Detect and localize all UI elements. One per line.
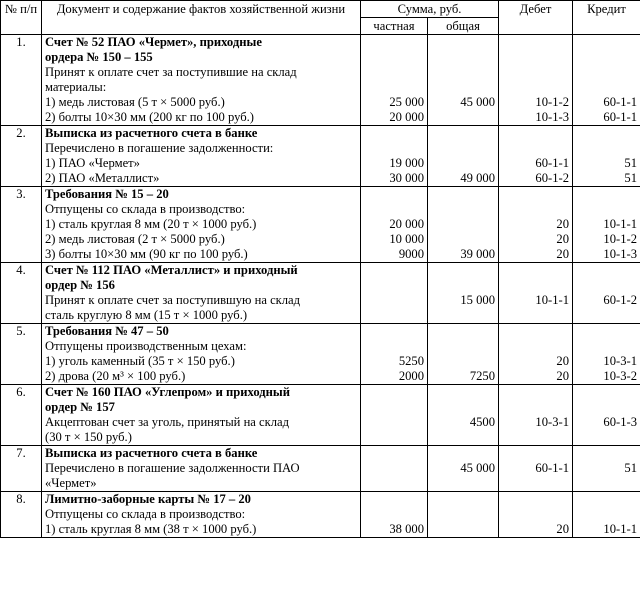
row-title: Счет № 52 ПАО «Чермет», приходные: [45, 35, 262, 49]
row-amount-part: [361, 324, 428, 385]
row-number-text: 2.: [16, 126, 26, 140]
blank-line: [431, 50, 495, 65]
amount-total: 15 000: [460, 293, 495, 307]
debit-account: 20: [556, 232, 569, 246]
row-credit: [573, 324, 640, 385]
blank-line: [364, 141, 424, 156]
blank-line: [502, 80, 569, 95]
blank-line: [364, 202, 424, 217]
blank-line: [576, 324, 637, 339]
row-document: [42, 324, 361, 385]
row-document: [42, 263, 361, 324]
blank-line: [502, 492, 569, 507]
row-text-line: 2) медь листовая (2 т × 5000 руб.): [45, 232, 225, 246]
blank-line: [431, 156, 495, 171]
blank-line: [431, 110, 495, 125]
row-text-line: 1) медь листовая (5 т × 5000 руб.): [45, 95, 225, 109]
blank-line: [576, 65, 637, 80]
amount-part: 20 000: [389, 110, 424, 124]
credit-account: 10-1-3: [603, 247, 637, 261]
blank-line: [364, 80, 424, 95]
row-debit: [499, 126, 573, 187]
blank-line: [431, 217, 495, 232]
blank-line: [431, 308, 495, 323]
row-debit: [499, 492, 573, 538]
table-row: [1, 446, 640, 492]
row-title: ордер № 156: [45, 278, 115, 292]
blank-line: [364, 126, 424, 141]
blank-line: [364, 293, 424, 308]
amount-total: 45 000: [460, 95, 495, 109]
row-number: [1, 126, 42, 187]
debit-account: 60-1-2: [535, 171, 569, 185]
blank-line: [364, 400, 424, 415]
row-number-text: 4.: [16, 263, 26, 277]
amount-total: 7250: [469, 369, 495, 383]
row-text-line: Отпущены со склада в производство:: [45, 507, 246, 521]
row-debit: [499, 187, 573, 263]
row-amount-total: [428, 35, 499, 126]
blank-line: [576, 492, 637, 507]
row-number: [1, 492, 42, 538]
blank-line: [576, 263, 637, 278]
credit-account: 60-1-1: [603, 95, 637, 109]
blank-line: [431, 35, 495, 50]
col-header-debit: Дебет: [499, 1, 573, 35]
row-document: [42, 385, 361, 446]
row-debit: [499, 35, 573, 126]
blank-line: [364, 35, 424, 50]
amount-part: 25 000: [389, 95, 424, 109]
row-text-line: Перечислено в погашение задолженности:: [45, 141, 274, 155]
blank-line: [576, 446, 637, 461]
row-debit: [499, 324, 573, 385]
amount-total: 4500: [469, 415, 495, 429]
row-text-line: Принят к оплате счет за поступившие на склад: [45, 65, 297, 79]
blank-line: [576, 339, 637, 354]
blank-line: [364, 446, 424, 461]
blank-line: [431, 232, 495, 247]
blank-line: [576, 400, 637, 415]
blank-line: [431, 430, 495, 445]
blank-line: [502, 507, 569, 522]
credit-account: 10-1-1: [603, 522, 637, 536]
row-amount-part: [361, 492, 428, 538]
blank-line: [576, 476, 637, 491]
blank-line: [502, 126, 569, 141]
debit-account: 10-1-1: [535, 293, 569, 307]
blank-line: [502, 400, 569, 415]
row-text-line: 3) болты 10×30 мм (90 кг по 100 руб.): [45, 247, 248, 261]
row-document: [42, 492, 361, 538]
blank-line: [502, 385, 569, 400]
blank-line: [502, 65, 569, 80]
amount-part: 19 000: [389, 156, 424, 170]
row-credit: [573, 126, 640, 187]
blank-line: [576, 35, 637, 50]
table-row: [1, 324, 640, 385]
amount-part: 9000: [398, 247, 424, 261]
blank-line: [364, 278, 424, 293]
row-text-line: материалы:: [45, 80, 107, 94]
blank-line: [431, 492, 495, 507]
row-title: Выписка из расчетного счета в банке: [45, 446, 258, 460]
row-amount-total: [428, 446, 499, 492]
row-amount-total: [428, 263, 499, 324]
blank-line: [431, 339, 495, 354]
debit-account: 60-1-1: [535, 156, 569, 170]
blank-line: [364, 492, 424, 507]
row-text-line: 1) сталь круглая 8 мм (20 т × 1000 руб.): [45, 217, 257, 231]
debit-account: 20: [556, 369, 569, 383]
amount-part: 38 000: [389, 522, 424, 536]
amount-total: 39 000: [460, 247, 495, 261]
row-number: [1, 35, 42, 126]
debit-account: 20: [556, 522, 569, 536]
row-amount-total: [428, 187, 499, 263]
blank-line: [431, 476, 495, 491]
row-number-text: 5.: [16, 324, 26, 338]
blank-line: [502, 339, 569, 354]
blank-line: [502, 446, 569, 461]
row-amount-part: [361, 35, 428, 126]
blank-line: [364, 50, 424, 65]
blank-line: [502, 476, 569, 491]
row-amount-part: [361, 187, 428, 263]
row-debit: [499, 263, 573, 324]
blank-line: [576, 202, 637, 217]
row-number: [1, 385, 42, 446]
blank-line: [576, 308, 637, 323]
blank-line: [576, 80, 637, 95]
blank-line: [364, 65, 424, 80]
blank-line: [502, 308, 569, 323]
row-title: ордера № 150 – 155: [45, 50, 153, 64]
row-amount-total: [428, 126, 499, 187]
row-number-text: 6.: [16, 385, 26, 399]
row-title: ордер № 157: [45, 400, 115, 414]
credit-account: 60-1-1: [603, 110, 637, 124]
amount-total: 49 000: [460, 171, 495, 185]
row-number: [1, 446, 42, 492]
row-number: [1, 263, 42, 324]
row-document: [42, 126, 361, 187]
blank-line: [576, 141, 637, 156]
row-amount-total: [428, 385, 499, 446]
blank-line: [364, 461, 424, 476]
row-text-line: 2) ПАО «Металлист»: [45, 171, 160, 185]
row-text-line: 1) уголь каменный (35 т × 150 руб.): [45, 354, 235, 368]
row-amount-part: [361, 446, 428, 492]
row-text-line: (30 т × 150 руб.): [45, 430, 132, 444]
blank-line: [576, 50, 637, 65]
blank-line: [364, 263, 424, 278]
row-document: [42, 35, 361, 126]
blank-line: [502, 187, 569, 202]
debit-account: 20: [556, 217, 569, 231]
credit-account: 10-3-2: [603, 369, 637, 383]
credit-account: 60-1-2: [603, 293, 637, 307]
col-header-total: общая: [428, 18, 499, 35]
blank-line: [431, 278, 495, 293]
credit-account: 60-1-3: [603, 415, 637, 429]
table-row: [1, 35, 640, 126]
blank-line: [364, 430, 424, 445]
amount-part: 30 000: [389, 171, 424, 185]
credit-account: 10-1-2: [603, 232, 637, 246]
row-title: Требования № 15 – 20: [45, 187, 169, 201]
row-credit: [573, 385, 640, 446]
blank-line: [431, 187, 495, 202]
row-credit: [573, 187, 640, 263]
blank-line: [502, 430, 569, 445]
credit-account: 10-3-1: [603, 354, 637, 368]
row-text-line: Отпущены со склада в производство:: [45, 202, 246, 216]
credit-account: 51: [624, 461, 637, 475]
debit-account: 20: [556, 354, 569, 368]
blank-line: [576, 278, 637, 293]
blank-line: [431, 522, 495, 537]
row-number-text: 3.: [16, 187, 26, 201]
blank-line: [576, 187, 637, 202]
debit-account: 20: [556, 247, 569, 261]
row-amount-part: [361, 263, 428, 324]
blank-line: [364, 507, 424, 522]
col-header-part: частная: [361, 18, 428, 35]
row-text-line: Акцептован счет за уголь, принятый на склад: [45, 415, 290, 429]
amount-part: 2000: [398, 369, 424, 383]
blank-line: [576, 126, 637, 141]
table-row: [1, 385, 640, 446]
blank-line: [502, 324, 569, 339]
row-number-text: 8.: [16, 492, 26, 506]
blank-line: [364, 476, 424, 491]
row-debit: [499, 446, 573, 492]
credit-account: 10-1-1: [603, 217, 637, 231]
row-credit: [573, 263, 640, 324]
amount-part: 20 000: [389, 217, 424, 231]
row-debit: [499, 385, 573, 446]
debit-account: 10-3-1: [535, 415, 569, 429]
amount-total: 45 000: [460, 461, 495, 475]
blank-line: [364, 324, 424, 339]
blank-line: [502, 278, 569, 293]
blank-line: [364, 385, 424, 400]
blank-line: [431, 400, 495, 415]
row-number: [1, 187, 42, 263]
blank-line: [431, 141, 495, 156]
blank-line: [431, 263, 495, 278]
blank-line: [502, 263, 569, 278]
row-text-line: 1) сталь круглая 8 мм (38 т × 1000 руб.): [45, 522, 257, 536]
row-title: Требования № 47 – 50: [45, 324, 169, 338]
row-number-text: 1.: [16, 35, 26, 49]
credit-account: 51: [624, 156, 637, 170]
row-number-text: 7.: [16, 446, 26, 460]
row-title: Счет № 160 ПАО «Углепром» и приходный: [45, 385, 290, 399]
blank-line: [576, 385, 637, 400]
blank-line: [502, 202, 569, 217]
row-text-line: «Чермет»: [45, 476, 97, 490]
amount-part: 5250: [398, 354, 424, 368]
col-header-num: № п/п: [1, 1, 42, 35]
row-text-line: Принят к оплате счет за поступившую на склад: [45, 293, 301, 307]
row-title: Счет № 112 ПАО «Металлист» и приходный: [45, 263, 298, 277]
blank-line: [576, 430, 637, 445]
row-document: [42, 446, 361, 492]
row-text-line: 1) ПАО «Чермет»: [45, 156, 140, 170]
blank-line: [431, 385, 495, 400]
table-row: [1, 126, 640, 187]
debit-account: 10-1-2: [535, 95, 569, 109]
row-credit: [573, 446, 640, 492]
header-row-1: [1, 1, 640, 18]
amount-part: 10 000: [389, 232, 424, 246]
blank-line: [431, 65, 495, 80]
row-text-line: сталь круглую 8 мм (15 т × 1000 руб.): [45, 308, 248, 322]
col-header-sum: Сумма, руб.: [361, 1, 499, 18]
col-header-credit: Кредит: [573, 1, 640, 35]
row-title: Лимитно-заборные карты № 17 – 20: [45, 492, 251, 506]
blank-line: [431, 354, 495, 369]
blank-line: [502, 35, 569, 50]
blank-line: [364, 308, 424, 323]
blank-line: [431, 80, 495, 95]
blank-line: [576, 507, 637, 522]
blank-line: [502, 50, 569, 65]
debit-account: 60-1-1: [535, 461, 569, 475]
blank-line: [431, 446, 495, 461]
blank-line: [431, 507, 495, 522]
table-row: [1, 187, 640, 263]
row-credit: [573, 35, 640, 126]
blank-line: [431, 324, 495, 339]
blank-line: [364, 187, 424, 202]
blank-line: [431, 202, 495, 217]
row-credit: [573, 492, 640, 538]
row-title: Выписка из расчетного счета в банке: [45, 126, 258, 140]
row-amount-part: [361, 126, 428, 187]
row-amount-total: [428, 324, 499, 385]
credit-account: 51: [624, 171, 637, 185]
debit-account: 10-1-3: [535, 110, 569, 124]
row-number: [1, 324, 42, 385]
row-text-line: Перечислено в погашение задолженности ПАО: [45, 461, 300, 475]
table-row: [1, 263, 640, 324]
blank-line: [364, 339, 424, 354]
row-text-line: Отпущены производственным цехам:: [45, 339, 247, 353]
blank-line: [431, 126, 495, 141]
col-header-doc: Документ и содержание фактов хозяйственной жизни: [42, 1, 361, 35]
journal-body: [1, 35, 640, 538]
table-row: [1, 492, 640, 538]
row-text-line: 2) болты 10×30 мм (200 кг по 100 руб.): [45, 110, 255, 124]
row-amount-part: [361, 385, 428, 446]
blank-line: [364, 415, 424, 430]
row-amount-total: [428, 492, 499, 538]
row-text-line: 2) дрова (20 м³ × 100 руб.): [45, 369, 186, 383]
blank-line: [502, 141, 569, 156]
row-document: [42, 187, 361, 263]
